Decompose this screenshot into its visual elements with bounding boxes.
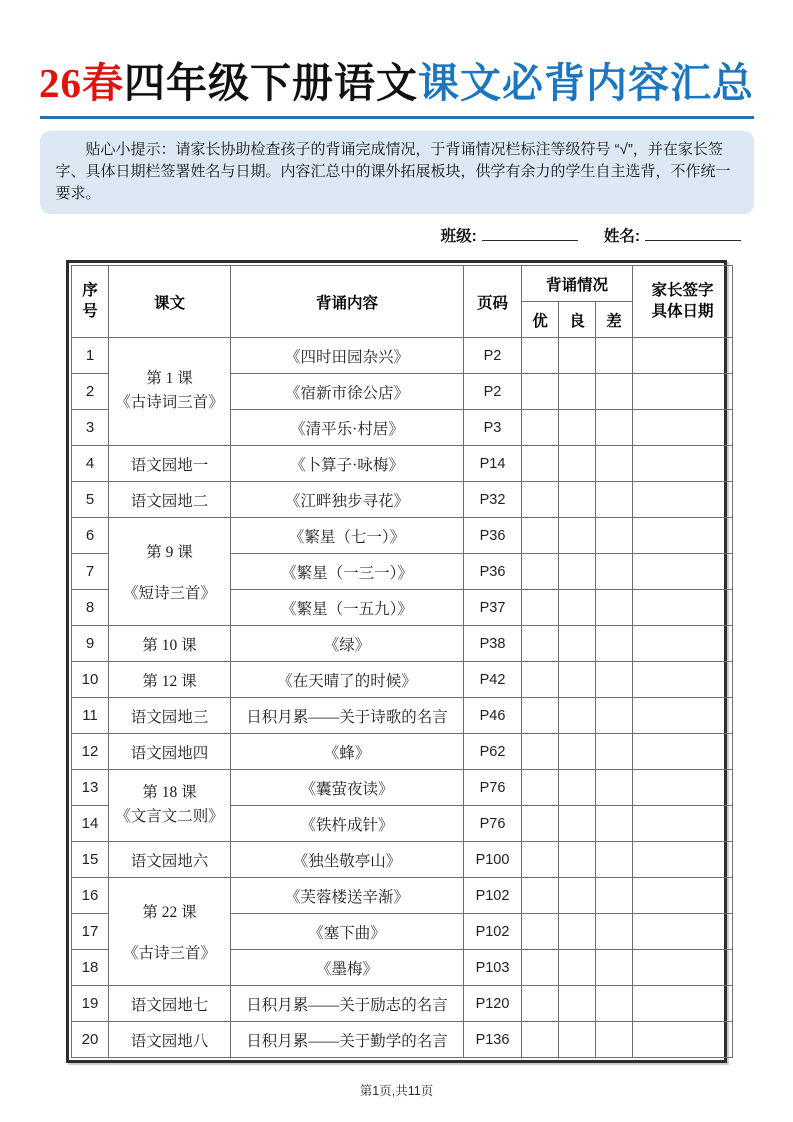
header-index-line2: 号 [82, 302, 98, 320]
content-cell: 《绿》 [231, 626, 464, 662]
good-cell [559, 518, 596, 554]
poor-cell [596, 482, 633, 518]
poor-cell [596, 446, 633, 482]
page-cell: P42 [464, 662, 522, 698]
class-label: 班级: [440, 228, 477, 246]
excellent-cell [522, 914, 559, 950]
table-row [72, 518, 733, 554]
poor-cell [596, 842, 633, 878]
excellent-cell [522, 626, 559, 662]
signature-cell [633, 554, 733, 590]
signature-cell [633, 842, 733, 878]
header-level-excellent: 优 [522, 302, 559, 338]
table-row [72, 842, 733, 878]
excellent-cell [522, 878, 559, 914]
poor-cell [596, 374, 633, 410]
header-signature [633, 266, 733, 338]
content-cell: 《在天晴了的时候》 [231, 662, 464, 698]
poor-cell [596, 878, 633, 914]
lesson-line: 《短诗三首》 [122, 584, 216, 602]
excellent-cell [522, 842, 559, 878]
page-title [0, 0, 793, 107]
content-cell: 《繁星（一五九）》 [231, 590, 464, 626]
lesson-line: 《文言文二则》 [115, 808, 224, 826]
header-row-1 [72, 266, 733, 302]
header-level-poor: 差 [596, 302, 633, 338]
lesson-cell [109, 770, 231, 842]
excellent-cell [522, 482, 559, 518]
row-index: 6 [72, 518, 109, 554]
good-cell [559, 950, 596, 986]
excellent-cell [522, 338, 559, 374]
page-cell: P136 [464, 1022, 522, 1058]
row-index: 9 [72, 626, 109, 662]
page-cell: P102 [464, 914, 522, 950]
good-cell [559, 590, 596, 626]
excellent-cell [522, 374, 559, 410]
header-signature-line2: 具体日期 [651, 302, 714, 320]
signature-cell [633, 1022, 733, 1058]
poor-cell [596, 410, 633, 446]
good-cell [559, 446, 596, 482]
signature-cell [633, 410, 733, 446]
good-cell [559, 626, 596, 662]
row-index: 17 [72, 914, 109, 950]
header-status: 背诵情况 [522, 266, 633, 302]
table-row [72, 770, 733, 806]
signature-cell [633, 626, 733, 662]
excellent-cell [522, 554, 559, 590]
good-cell [559, 914, 596, 950]
good-cell [559, 1022, 596, 1058]
row-index: 15 [72, 842, 109, 878]
good-cell [559, 806, 596, 842]
excellent-cell [522, 590, 559, 626]
lesson-cell [109, 878, 231, 986]
page-cell: P38 [464, 626, 522, 662]
excellent-cell [522, 1022, 559, 1058]
excellent-cell [522, 446, 559, 482]
row-index: 18 [72, 950, 109, 986]
page-cell: P2 [464, 374, 522, 410]
recitation-table-frame [66, 260, 727, 1063]
row-index: 3 [72, 410, 109, 446]
excellent-cell [522, 410, 559, 446]
lesson-line: 第 18 课 [142, 784, 197, 802]
signature-cell [633, 338, 733, 374]
signature-cell [633, 518, 733, 554]
page-cell: P120 [464, 986, 522, 1022]
good-cell [559, 698, 596, 734]
content-cell: 日积月累——关于励志的名言 [231, 986, 464, 1022]
page-cell: P36 [464, 554, 522, 590]
lesson-cell: 第 12 课 [109, 662, 231, 698]
header-index [72, 266, 109, 338]
page-cell: P37 [464, 590, 522, 626]
page-cell: P2 [464, 338, 522, 374]
excellent-cell [522, 734, 559, 770]
page-cell: P62 [464, 734, 522, 770]
excellent-cell [522, 770, 559, 806]
poor-cell [596, 554, 633, 590]
title-red-segment: 26春 [39, 60, 124, 106]
signature-cell [633, 986, 733, 1022]
lesson-cell: 第 10 课 [109, 626, 231, 662]
good-cell [559, 770, 596, 806]
poor-cell [596, 806, 633, 842]
content-cell: 日积月累——关于勤学的名言 [231, 1022, 464, 1058]
excellent-cell [522, 806, 559, 842]
good-cell [559, 554, 596, 590]
header-index-line1: 序 [82, 281, 98, 299]
good-cell [559, 374, 596, 410]
table-row [72, 878, 733, 914]
good-cell [559, 482, 596, 518]
lesson-line: 《古诗词三首》 [115, 394, 224, 412]
table-row [72, 698, 733, 734]
poor-cell [596, 338, 633, 374]
lesson-cell [109, 338, 231, 446]
page-cell: P14 [464, 446, 522, 482]
table-row [72, 626, 733, 662]
poor-cell [596, 518, 633, 554]
signature-cell [633, 878, 733, 914]
signature-cell [633, 950, 733, 986]
content-cell: 《繁星（七一）》 [231, 518, 464, 554]
poor-cell [596, 590, 633, 626]
signature-cell [633, 734, 733, 770]
excellent-cell [522, 662, 559, 698]
good-cell [559, 734, 596, 770]
content-cell: 《独坐敬亭山》 [231, 842, 464, 878]
content-cell: 《清平乐·村居》 [231, 410, 464, 446]
lesson-cell: 语文园地三 [109, 698, 231, 734]
row-index: 13 [72, 770, 109, 806]
content-cell: 《墨梅》 [231, 950, 464, 986]
poor-cell [596, 734, 633, 770]
signature-cell [633, 770, 733, 806]
excellent-cell [522, 698, 559, 734]
table-row [72, 734, 733, 770]
page-cell: P103 [464, 950, 522, 986]
content-cell: 《芙蓉楼送辛渐》 [231, 878, 464, 914]
header-lesson: 课文 [109, 266, 231, 338]
table-row [72, 338, 733, 374]
title-underline [40, 116, 754, 119]
content-cell: 《铁杵成针》 [231, 806, 464, 842]
table-row [72, 986, 733, 1022]
content-cell: 《四时田园杂兴》 [231, 338, 464, 374]
signature-cell [633, 482, 733, 518]
good-cell [559, 878, 596, 914]
tip-box [40, 131, 754, 214]
class-blank-line [482, 227, 578, 241]
page-cell: P46 [464, 698, 522, 734]
signature-cell [633, 698, 733, 734]
excellent-cell [522, 986, 559, 1022]
header-page: 页码 [464, 266, 522, 338]
poor-cell [596, 698, 633, 734]
lesson-cell: 语文园地二 [109, 482, 231, 518]
good-cell [559, 410, 596, 446]
excellent-cell [522, 518, 559, 554]
row-index: 14 [72, 806, 109, 842]
good-cell [559, 338, 596, 374]
signature-cell [633, 806, 733, 842]
row-index: 11 [72, 698, 109, 734]
good-cell [559, 986, 596, 1022]
lesson-cell: 语文园地七 [109, 986, 231, 1022]
page-cell: P36 [464, 518, 522, 554]
title-blue-segment: 课文必背内容汇总 [418, 60, 754, 106]
signature-cell [633, 914, 733, 950]
page-cell: P100 [464, 842, 522, 878]
row-index: 1 [72, 338, 109, 374]
signature-cell [633, 446, 733, 482]
content-cell: 《塞下曲》 [231, 914, 464, 950]
page-footer: 第1页,共11页 [359, 1084, 434, 1098]
recitation-table [71, 265, 733, 1058]
header-level-good: 良 [559, 302, 596, 338]
lesson-cell: 语文园地四 [109, 734, 231, 770]
content-cell: 日积月累——关于诗歌的名言 [231, 698, 464, 734]
lesson-line: 第 9 课 [146, 544, 193, 562]
name-label: 姓名: [603, 228, 640, 246]
row-index: 5 [72, 482, 109, 518]
page-cell: P76 [464, 770, 522, 806]
page-cell: P32 [464, 482, 522, 518]
lesson-cell [109, 518, 231, 626]
row-index: 12 [72, 734, 109, 770]
good-cell [559, 662, 596, 698]
poor-cell [596, 662, 633, 698]
header-signature-line1: 家长签字 [651, 281, 714, 299]
content-cell: 《囊萤夜读》 [231, 770, 464, 806]
lesson-line: 《古诗三首》 [122, 944, 216, 962]
signature-cell [633, 662, 733, 698]
lesson-line: 第 22 课 [142, 904, 197, 922]
row-index: 4 [72, 446, 109, 482]
content-cell: 《宿新市徐公店》 [231, 374, 464, 410]
tip-text: 贴心小提示：请家长协助检查孩子的背诵完成情况，于背诵情况栏标注等级符号 “√”，并在家长签字、具体日期栏签署姓名与日期。内容汇总中的课外拓展板块，供学有余力的学生自主选背，不作统一要求。 [55, 141, 731, 203]
poor-cell [596, 950, 633, 986]
content-cell: 《卜算子·咏梅》 [231, 446, 464, 482]
row-index: 16 [72, 878, 109, 914]
good-cell [559, 842, 596, 878]
table-row [72, 662, 733, 698]
row-index: 20 [72, 1022, 109, 1058]
signature-cell [633, 590, 733, 626]
lesson-cell: 语文园地一 [109, 446, 231, 482]
row-index: 19 [72, 986, 109, 1022]
table-row [72, 446, 733, 482]
row-index: 2 [72, 374, 109, 410]
poor-cell [596, 986, 633, 1022]
class-name-line [0, 227, 741, 247]
lesson-cell: 语文园地八 [109, 1022, 231, 1058]
page-cell: P3 [464, 410, 522, 446]
poor-cell [596, 626, 633, 662]
poor-cell [596, 1022, 633, 1058]
page-cell: P102 [464, 878, 522, 914]
row-index: 10 [72, 662, 109, 698]
table-row [72, 482, 733, 518]
lesson-line: 第 1 课 [146, 370, 193, 388]
title-black-segment: 四年级下册语文 [124, 60, 418, 106]
table-row [72, 1022, 733, 1058]
poor-cell [596, 914, 633, 950]
row-index: 8 [72, 590, 109, 626]
header-content: 背诵内容 [231, 266, 464, 338]
content-cell: 《江畔独步寻花》 [231, 482, 464, 518]
excellent-cell [522, 950, 559, 986]
page-cell: P76 [464, 806, 522, 842]
content-cell: 《繁星（一三一）》 [231, 554, 464, 590]
row-index: 7 [72, 554, 109, 590]
signature-cell [633, 374, 733, 410]
lesson-cell: 语文园地六 [109, 842, 231, 878]
poor-cell [596, 770, 633, 806]
content-cell: 《蜂》 [231, 734, 464, 770]
name-blank-line [645, 227, 741, 241]
